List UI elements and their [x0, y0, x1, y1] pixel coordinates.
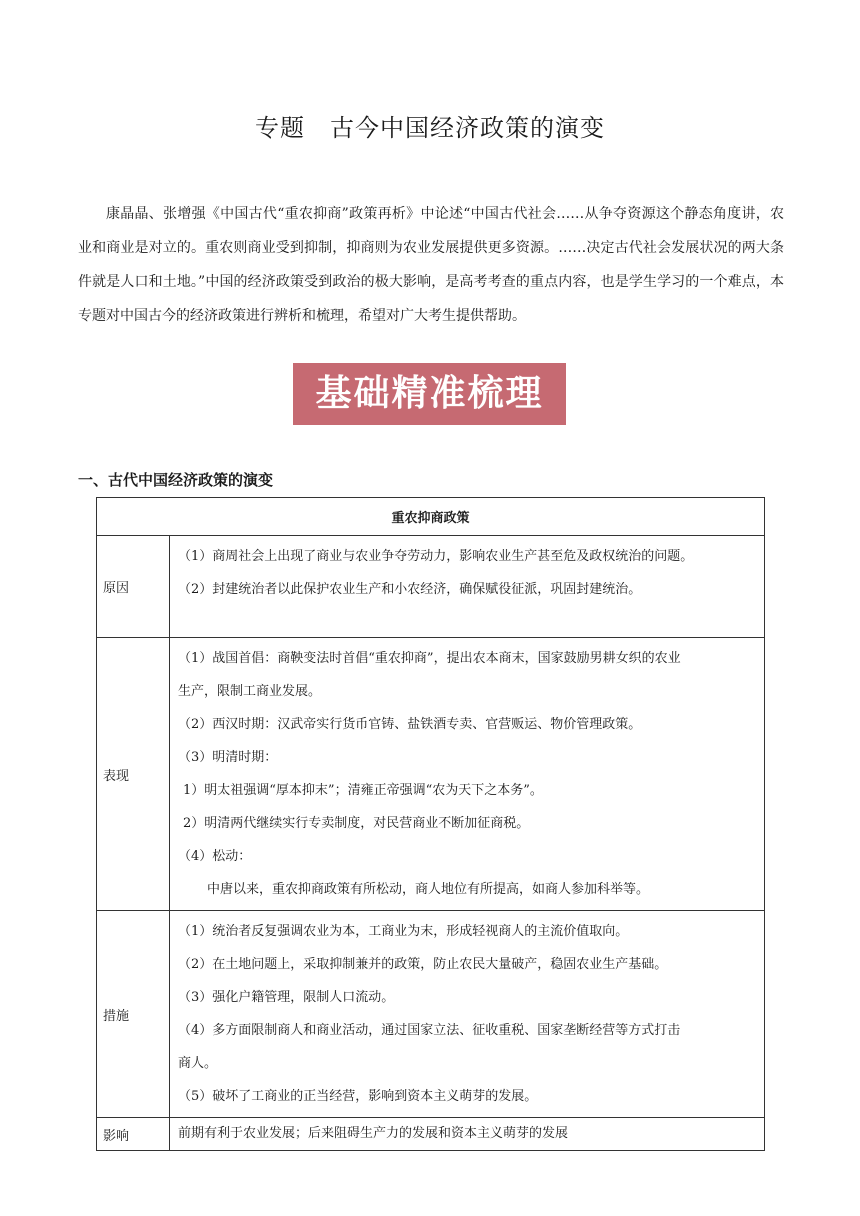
manifestation-line: （2）西汉时期：汉武帝实行货币官铸、盐铁酒专卖、官营贩运、物价管理政策。: [178, 717, 642, 732]
table-header: 重农抑商政策: [97, 498, 765, 536]
manifestation-line: 中唐以来，重农抑商政策有所松动，商人地位有所提高，如商人参加科举等。: [207, 882, 650, 897]
measures-line: （3）强化户籍管理，限制人口流动。: [178, 990, 395, 1005]
measures-line: （1）统治者反复强调农业为本，工商业为末，形成轻视商人的主流价值取向。: [178, 924, 629, 939]
measures-line: （5）破坏了工商业的正当经营，影响到资本主义萌芽的发展。: [178, 1089, 538, 1104]
measures-line: 商人。: [178, 1056, 218, 1071]
row-label-reason: 原因: [97, 536, 170, 638]
row-label-measures: 措施: [97, 911, 170, 1118]
document-title: 专题 古今中国经济政策的演变: [255, 114, 605, 142]
manifestation-line: （1）战国首倡：商鞅变法时首倡“重农抑商”，提出农本商末，国家鼓励男耕女织的农业: [178, 651, 681, 666]
row-label-impact: 影响: [97, 1118, 170, 1151]
reason-line: （2）封建统治者以此保护农业生产和小农经济，确保赋役征派，巩固封建统治。: [178, 582, 642, 597]
table-header-row: [97, 498, 765, 536]
manifestation-line: 生产，限制工商业发展。: [178, 684, 322, 699]
row-label-manifestation: 表现: [97, 638, 170, 911]
measures-line: （2）在土地问题上，采取抑制兼并的政策，防止农民大量破产，稳固农业生产基础。: [178, 957, 668, 972]
manifestation-line: 1）明太祖强调“厚本抑末”；清雍正帝强调“农为天下之本务”。: [183, 783, 543, 798]
table-row-manifestation: [97, 638, 765, 911]
manifestation-line: 2）明清两代继续实行专卖制度，对民营商业不断加征商税。: [183, 816, 530, 831]
policy-table: [96, 497, 765, 1151]
row-content-manifestation: [170, 638, 765, 911]
row-content-reason: [170, 536, 765, 638]
reason-line: （1）商周社会上出现了商业与农业争夺劳动力，影响农业生产甚至危及政权统治的问题。: [178, 549, 694, 564]
section-heading: 一、古代中国经济政策的演变: [78, 471, 274, 489]
section-banner: 基础精准梳理: [293, 363, 566, 425]
impact-line: 前期有利于农业发展；后来阻碍生产力的发展和资本主义萌芽的发展: [178, 1126, 569, 1141]
row-content-measures: [170, 911, 765, 1118]
measures-line: （4）多方面限制商人和商业活动，通过国家立法、征收重税、国家垄断经营等方式打击: [178, 1023, 681, 1038]
table-row-reason: [97, 536, 765, 638]
row-content-impact: [170, 1118, 765, 1151]
manifestation-line: （3）明清时期：: [178, 750, 278, 765]
table-row-measures: [97, 911, 765, 1118]
table-row-impact: [97, 1118, 765, 1151]
manifestation-line: （4）松动：: [178, 849, 252, 864]
intro-paragraph: 康晶晶、张增强《中国古代“重农抑商”政策再析》中论述“中国古代社会……从争夺资源这个静态角度讲，农业和商业是对立的。重农则商业受到抑制，抑商则为农业发展提供更多资源。……决定古代社会发展状况的两大条件就是人口和土地。”中国的经济政策受到政治的极大影响，是高考考查的重点内容，也是学生学习的一个难点，本专题对中国古今的经济政策进行辨析和梳理，希望对广大考生提供帮助。: [78, 206, 784, 324]
